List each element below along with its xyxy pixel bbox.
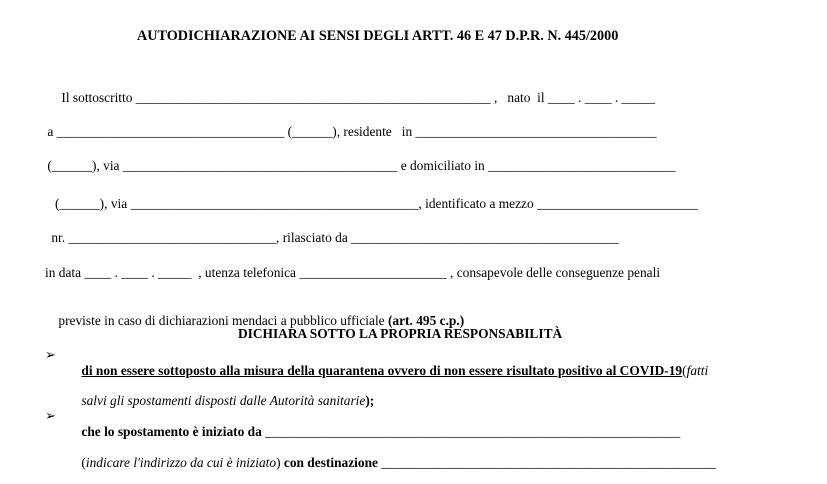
- line-identificato: (______), via ___________________________________________, identificato a mezzo ________________________: [45, 196, 698, 211]
- art-495-ref: (art. 495 c.p.): [387, 313, 465, 329]
- spostamento-blank: ______________________________________________________________: [261, 424, 681, 440]
- line-domiciliato: (______), via _________________________________________ e domiciliato in ____________________________: [44, 158, 676, 173]
- declaration-heading: DICHIARA SOTTO LA PROPRIA RESPONSABILITÀ: [238, 326, 563, 341]
- line-rilasciato: nr. _______________________________, rilasciato da ________________________________________: [48, 230, 619, 245]
- line-residente: a __________________________________ (______), residente in ____________________________________: [44, 124, 657, 139]
- fatti-text: fatti: [686, 363, 709, 379]
- previste-text: previste in caso di dichiarazioni mendaci a pubblico ufficiale: [58, 313, 388, 329]
- paren-open: (: [682, 363, 687, 379]
- document-title: AUTODICHIARAZIONE AI SENSI DEGLI ARTT. 46 E 47 D.P.R. N. 445/2000: [137, 28, 619, 44]
- indirizzo-hint: indicare l'indirizzo da cui è iniziato: [85, 455, 277, 471]
- arrow-bullet-icon: ➢: [45, 348, 56, 363]
- spostamento-label: che lo spostamento è iniziato da: [81, 424, 262, 440]
- destinazione-label: con destinazione: [283, 455, 378, 471]
- paren-close-2: ): [276, 455, 284, 471]
- paren-close: );: [365, 393, 375, 409]
- line-sottoscritto: Il sottoscritto _____________________________________________________ , nato il ____ . ____ . _____: [48, 90, 656, 105]
- bullet-spostamento-cont: [68, 443, 716, 483]
- destinazione-blank: __________________________________________________: [377, 455, 717, 471]
- quarantena-statement: di non essere sottoposto alla misura della quarantena ovvero di non essere risultato positivo al COVID-19: [81, 363, 683, 379]
- paren-open-2: (: [81, 455, 86, 471]
- salvi-text: salvi gli spostamenti disposti dalle Autorità sanitarie: [81, 393, 366, 409]
- line-utenza: in data ____ . ____ . _____ , utenza telefonica ______________________ , consapevole delle conseguenze penali: [45, 265, 661, 280]
- arrow-bullet-icon-2: ➢: [45, 409, 56, 424]
